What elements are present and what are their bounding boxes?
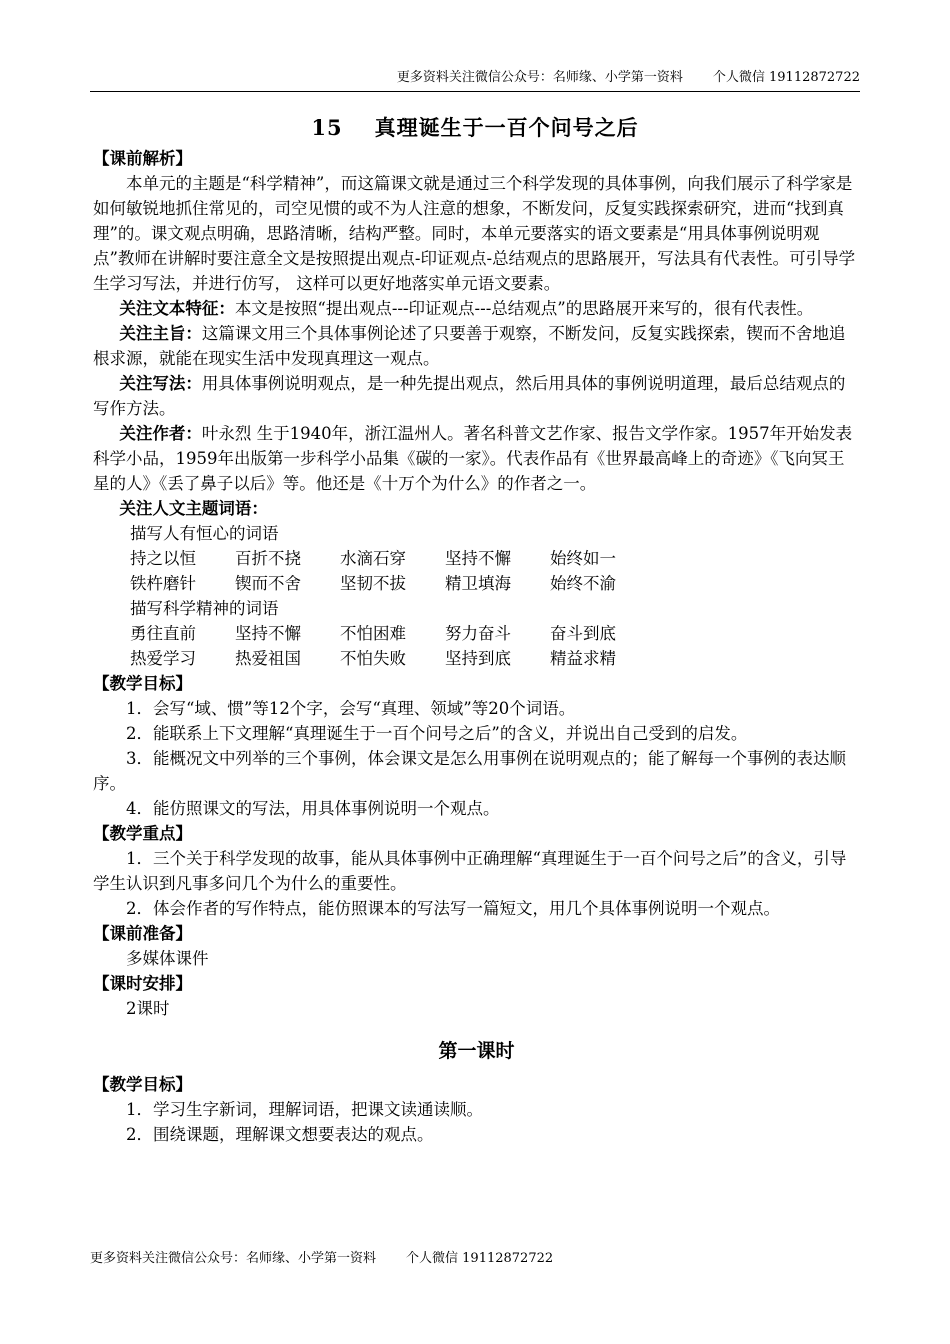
- vocab-word: 百折不挠: [235, 549, 301, 568]
- vocab-row: [130, 621, 860, 646]
- vocab-word: 锲而不舍: [235, 574, 301, 593]
- focus-label: 关注作者：: [119, 424, 202, 443]
- focus-text-feature: [93, 296, 860, 321]
- focus-text: 本文是按照“提出观点---印证观点---总结观点”的思路展开来写的，很有代表性。: [234, 299, 814, 318]
- section-heading-focus: 【教学重点】: [93, 824, 192, 843]
- vocab-word: 持之以恒: [130, 549, 196, 568]
- lesson1-goal: 2．围绕课题，理解课文想要表达的观点。: [126, 1125, 434, 1144]
- section-heading-schedule: 【课时安排】: [93, 974, 192, 993]
- document-body: [93, 146, 860, 1147]
- header-account: 更多资料关注微信公众号：名师缘、小学第一资料: [396, 70, 683, 85]
- vocab-word: 不怕困难: [340, 624, 406, 643]
- section-heading-goals: 【教学目标】: [93, 674, 192, 693]
- vocab-group-title: 描写人有恒心的词语: [130, 524, 279, 543]
- vocab-word: 勇往直前: [130, 624, 196, 643]
- analysis-paragraph: 本单元的主题是“科学精神”，而这篇课文就是通过三个科学发现的具体事例，向我们展示了科学家是如何敏锐地抓住常见的，司空见惯的或不为人注意的想象，不断发问，反复实践探索研究，进而“找到真理”的。课文观点明确，思路清晰，结构严整。同时，本单元要落实的语文要素是“用具体事例说明观点”教师在讲解时要注意全文是按照提出观点-印证观点-总结观点的思路展开，写法具有代表性。可引导学生学习写法，并进行仿写， 这样可以更好地落实单元语文要素。: [93, 174, 856, 293]
- footer-contact: 个人微信 19112872722: [406, 1251, 554, 1266]
- lesson1-title: 第一课时: [438, 1040, 515, 1062]
- vocab-row: [130, 571, 860, 596]
- vocab-word: 精卫填海: [445, 574, 511, 593]
- section-heading-prep: 【课前准备】: [93, 924, 192, 943]
- goal-item: 2．能联系上下文理解“真理诞生于一百个问号之后”的含义，并说出自己受到的启发。: [126, 724, 748, 743]
- focus-vocabulary-label: 关注人文主题词语：: [119, 499, 268, 518]
- vocab-word: 铁杵磨针: [130, 574, 196, 593]
- lesson1-goal: 1．学习生字新词，理解词语，把课文读通读顺。: [126, 1100, 483, 1119]
- focus-label: 关注文本特征：: [119, 299, 235, 318]
- prep-text: 多媒体课件: [126, 949, 209, 968]
- lesson-number: 15: [311, 115, 343, 140]
- vocab-word: 始终不渝: [550, 574, 616, 593]
- focus-text: 用具体事例说明观点，是一种先提出观点，然后用具体的事例说明道理，最后总结观点的写作方法。: [93, 374, 846, 418]
- focus-label: 关注主旨：: [119, 324, 202, 343]
- footer-account: 更多资料关注微信公众号：名师缘、小学第一资料: [90, 1251, 377, 1266]
- vocab-row: [130, 546, 860, 571]
- vocab-word: 坚韧不拔: [340, 574, 406, 593]
- page-footer: [90, 1247, 553, 1266]
- vocab-word: 始终如一: [550, 549, 616, 568]
- vocab-word: 坚持到底: [445, 649, 511, 668]
- focus-writing: [93, 371, 860, 421]
- vocab-word: 努力奋斗: [445, 624, 511, 643]
- focus-theme: [93, 321, 860, 371]
- goal-item: 4．能仿照课文的写法，用具体事例说明一个观点。: [126, 799, 500, 818]
- focus-label: 关注写法：: [119, 374, 202, 393]
- page-header: [90, 66, 860, 92]
- vocab-word: 坚持不懈: [445, 549, 511, 568]
- vocab-group-title: 描写科学精神的词语: [130, 599, 279, 618]
- focus-text: 这篇课文用三个具体事例论述了只要善于观察，不断发问，反复实践探索，锲而不舍地追根求源，就能在现实生活中发现真理这一观点。: [93, 324, 846, 368]
- header-contact: 个人微信 19112872722: [712, 70, 860, 85]
- section-heading-analysis: 【课前解析】: [93, 149, 192, 168]
- lesson1-section-heading: 【教学目标】: [93, 1075, 192, 1094]
- vocab-word: 奋斗到底: [550, 624, 616, 643]
- vocab-word: 水滴石穿: [340, 549, 406, 568]
- focus-text: 叶永烈 生于1940年，浙江温州人。著名科普文艺作家、报告文学作家。1957年开始发表科学小品，1959年出版第一步科学小品集《碳的一家》。代表作品有《世界最高峰上的奇迹》《飞向冥王星的人》《丢了鼻子以后》等。他还是《十万个为什么》的作者之一。: [93, 424, 853, 493]
- vocab-row: [130, 646, 860, 671]
- focus-author: [93, 421, 860, 496]
- focus-item: 2．体会作者的写作特点，能仿照课本的写法写一篇短文，用几个具体事例说明一个观点。: [126, 899, 780, 918]
- vocab-word: 坚持不懈: [235, 624, 301, 643]
- vocab-word: 热爱祖国: [235, 649, 301, 668]
- vocab-word: 不怕失败: [340, 649, 406, 668]
- focus-item: 1．三个关于科学发现的故事，能从具体事例中正确理解“真理诞生于一百个问号之后”的含义，引导学生认识到凡事多问几个为什么的重要性。: [93, 849, 847, 893]
- lesson-title: [0, 112, 950, 142]
- vocab-word: 热爱学习: [130, 649, 196, 668]
- vocabulary-list: [130, 521, 860, 671]
- goal-item: 3．能概况文中列举的三个事例，体会课文是怎么用事例在说明观点的；能了解每一个事例的表达顺序。: [93, 749, 846, 793]
- schedule-text: 2课时: [126, 999, 170, 1018]
- goal-item: 1．会写“域、惯”等12个字，会写“真理、领域”等20个词语。: [126, 699, 576, 718]
- vocab-word: 精益求精: [550, 649, 616, 668]
- lesson-title-text: 真理诞生于一百个问号之后: [374, 115, 639, 140]
